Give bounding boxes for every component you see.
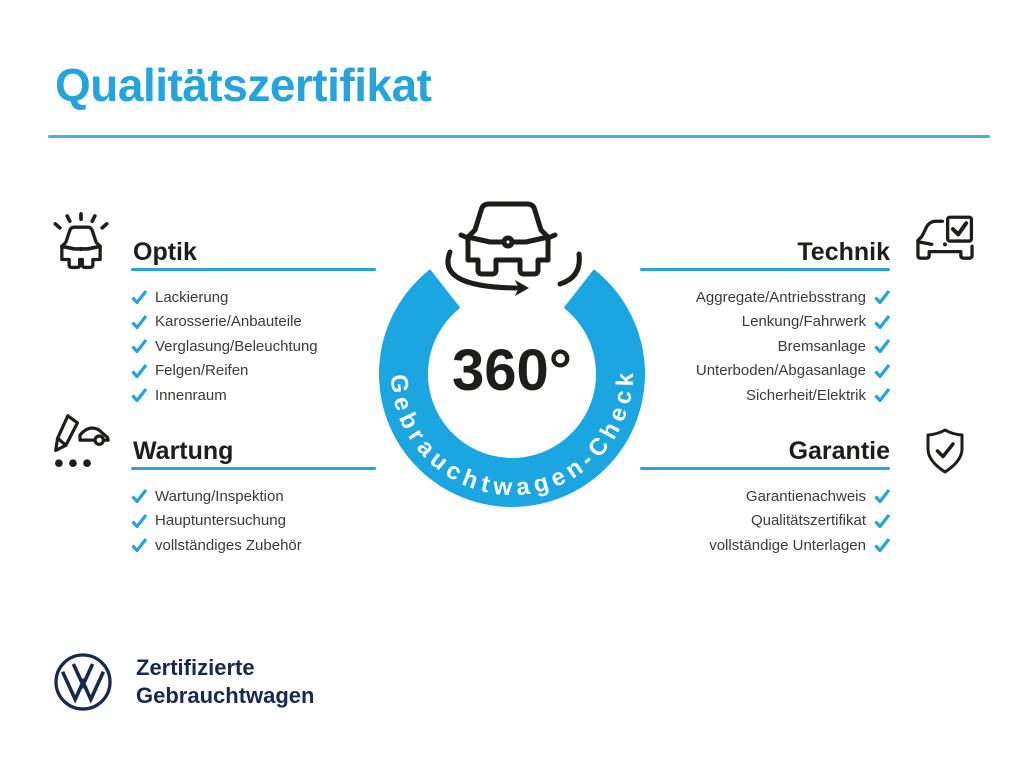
item-label: Karosserie/Anbauteile — [155, 313, 302, 331]
check-icon — [874, 514, 890, 528]
check-icon — [874, 315, 890, 329]
item-label: Lenkung/Fahrwerk — [741, 313, 866, 331]
check-icon — [874, 364, 890, 378]
title-divider — [48, 135, 990, 138]
shield-check-icon — [920, 422, 970, 482]
brand-text — [136, 654, 314, 710]
item-label: Verglasung/Beleuchtung — [155, 337, 318, 355]
section-rule-wartung — [131, 467, 376, 470]
list-item — [709, 533, 890, 558]
list-item — [131, 533, 302, 558]
vw-logo — [53, 652, 113, 712]
car-sparkle-icon — [46, 212, 116, 278]
section-title-optik: Optik — [133, 238, 197, 266]
check-icon — [131, 388, 147, 402]
car-checkbox-icon — [910, 212, 980, 278]
service-pencil-car-icon — [47, 412, 113, 476]
list-item — [751, 509, 890, 534]
list-item — [742, 310, 890, 335]
check-icon — [131, 290, 147, 304]
check-icon — [131, 315, 147, 329]
check-icon — [874, 290, 890, 304]
item-label: Hauptuntersuchung — [155, 512, 286, 530]
item-label: Sicherheit/Elektrik — [745, 386, 866, 404]
list-item — [131, 310, 318, 335]
check-icon — [131, 514, 147, 528]
wartung-item-list — [131, 484, 302, 558]
optik-item-list — [131, 285, 318, 408]
item-label: Bremsanlage — [777, 337, 866, 355]
brand-line1: Zertifizierte — [136, 655, 255, 680]
list-item — [131, 484, 302, 509]
check-icon — [131, 538, 147, 552]
section-rule-garantie — [640, 467, 890, 470]
brand-line2: Gebrauchtwagen — [136, 683, 315, 708]
list-item — [131, 509, 302, 534]
list-item — [131, 383, 318, 408]
section-rule-technik — [640, 268, 890, 271]
item-label: Lackierung — [155, 288, 229, 306]
check-icon — [874, 339, 890, 353]
badge-value: 360° — [452, 338, 572, 403]
section-title-wartung: Wartung — [133, 437, 234, 465]
ring-label-text: Gebrauchtwagen-Check — [384, 367, 640, 502]
section-rule-optik — [131, 268, 376, 271]
check-icon — [874, 489, 890, 503]
item-label: Aggregate/Antriebsstrang — [695, 288, 866, 306]
check-icon — [131, 364, 147, 378]
list-item — [696, 359, 890, 384]
list-item — [696, 285, 890, 310]
section-title-garantie: Garantie — [788, 437, 890, 465]
list-item — [746, 484, 890, 509]
list-item — [778, 334, 890, 359]
list-item — [131, 359, 318, 384]
car-rotate-icon — [448, 204, 579, 296]
item-label: Felgen/Reifen — [155, 362, 249, 380]
section-title-technik: Technik — [797, 238, 890, 266]
item-label: Unterboden/Abgasanlage — [695, 362, 866, 380]
check-icon — [874, 388, 890, 402]
360-check-badge — [372, 194, 652, 516]
list-item — [131, 285, 318, 310]
item-label: Wartung/Inspektion — [155, 487, 284, 505]
item-label: vollständige Unterlagen — [709, 536, 866, 554]
list-item — [746, 383, 890, 408]
check-icon — [131, 339, 147, 353]
item-label: vollständiges Zubehör — [155, 536, 302, 554]
item-label: Qualitätszertifikat — [750, 512, 866, 530]
item-label: Innenraum — [155, 386, 227, 404]
check-icon — [874, 538, 890, 552]
item-label: Garantienachweis — [745, 487, 866, 505]
list-item — [131, 334, 318, 359]
check-icon — [131, 489, 147, 503]
page-title: Qualitätszertifikat — [55, 59, 432, 111]
